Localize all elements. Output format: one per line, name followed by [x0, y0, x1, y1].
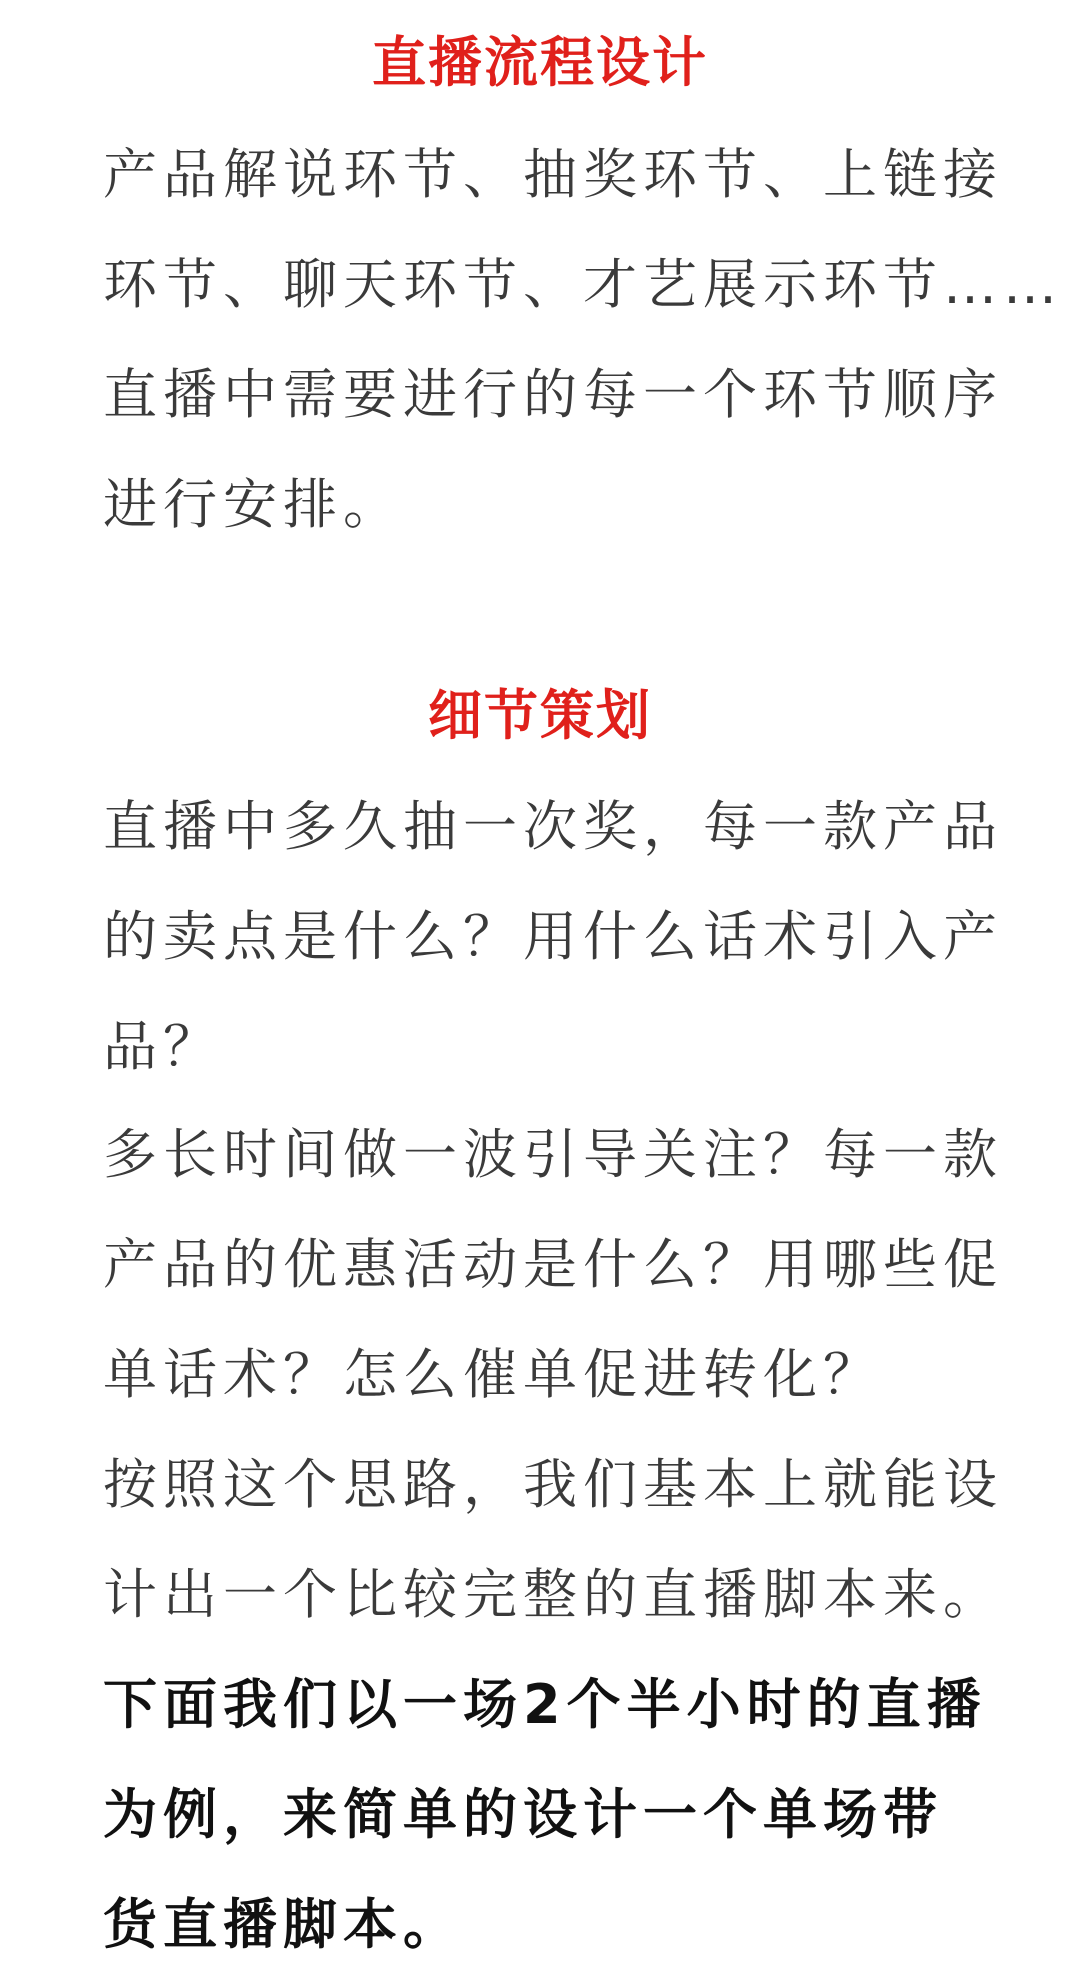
section-title-detail-planning: 细节策划	[428, 684, 652, 747]
text-line: 多长时间做一波引导关注？每一款	[103, 1123, 1003, 1186]
detail-planning-paragraph-2	[103, 1100, 1003, 1430]
text-line: 的卖点是什么？用什么话术引入产	[103, 905, 1003, 968]
text-line: 直播中需要进行的每一个环节顺序	[103, 363, 1003, 426]
text-line: 直播中多久抽一次奖，每一款产品	[103, 795, 1003, 858]
text-line: 单话术？怎么催单促进转化？	[103, 1343, 883, 1406]
text-line: 按照这个思路，我们基本上就能设	[103, 1453, 1003, 1516]
text-line: 进行安排。	[103, 473, 403, 536]
detail-planning-paragraph-1	[103, 772, 1003, 1102]
emphasis-paragraph	[103, 1650, 987, 1980]
emphasis-line: 为例，来简单的设计一个单场带	[103, 1783, 943, 1846]
text-line: 产品的优惠活动是什么？用哪些促	[103, 1233, 1003, 1296]
detail-planning-paragraph-3	[103, 1430, 1003, 1650]
text-line: 计出一个比较完整的直播脚本来。	[103, 1563, 1003, 1626]
text-line: 品？	[103, 1015, 223, 1078]
section-title-live-flow-design: 直播流程设计	[372, 31, 708, 94]
text-line: 环节、聊天环节、才艺展示环节……	[103, 253, 1063, 316]
emphasis-line: 货直播脚本。	[103, 1893, 463, 1956]
text-line: 产品解说环节、抽奖环节、上链接	[103, 143, 1003, 206]
emphasis-line: 下面我们以一场2个半小时的直播	[103, 1673, 987, 1736]
live-flow-description	[103, 120, 1063, 560]
